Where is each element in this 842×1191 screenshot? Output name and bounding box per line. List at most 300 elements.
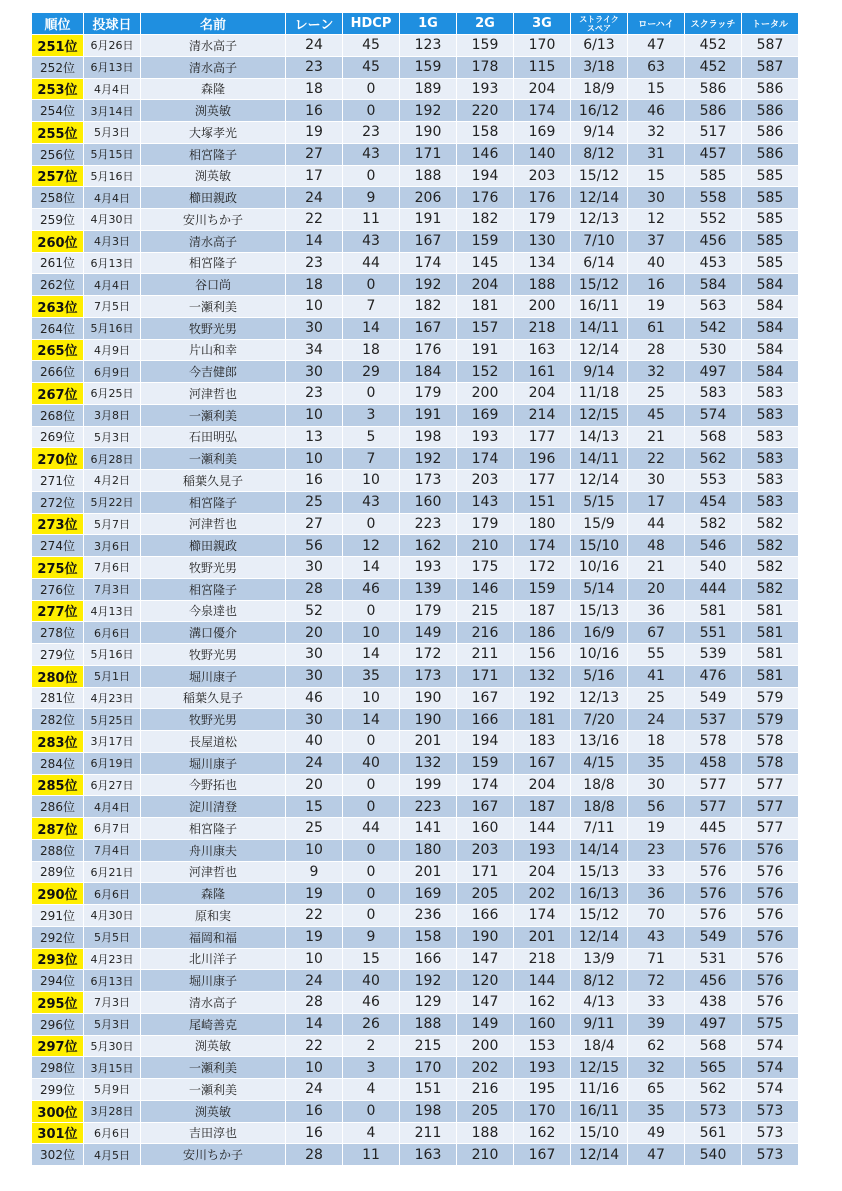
total-cell: 586 [742,79,798,101]
name-cell: 尾崎善克 [141,1014,285,1036]
game1-cell: 123 [400,35,456,57]
table-row [32,514,798,536]
lane-cell: 24 [286,35,342,57]
game1-cell: 180 [400,840,456,862]
game2-cell: 216 [457,1079,513,1101]
lowhigh-cell: 47 [628,1144,684,1166]
lane-cell: 30 [286,318,342,340]
name-cell: 石田明弘 [141,427,285,449]
rank-cell: 259位 [32,209,83,231]
lane-cell: 27 [286,514,342,536]
lowhigh-cell: 41 [628,666,684,688]
table-row [32,905,798,927]
total-cell: 586 [742,144,798,166]
name-cell: 渕英敏 [141,166,285,188]
scratch-cell: 445 [685,818,741,840]
game1-cell: 171 [400,144,456,166]
scratch-cell: 497 [685,1014,741,1036]
date-cell: 6月27日 [84,775,140,797]
table-row [32,622,798,644]
table-row [32,883,798,905]
name-cell: 安川ちか子 [141,209,285,231]
total-cell: 586 [742,122,798,144]
total-cell: 578 [742,753,798,775]
game3-cell: 192 [514,688,570,710]
game2-cell: 193 [457,79,513,101]
game1-cell: 215 [400,1036,456,1058]
name-cell: 今泉達也 [141,601,285,623]
lowhigh-cell: 55 [628,644,684,666]
lowhigh-cell: 65 [628,1079,684,1101]
lane-cell: 22 [286,905,342,927]
lane-cell: 17 [286,166,342,188]
total-cell: 584 [742,274,798,296]
game1-cell: 139 [400,579,456,601]
date-cell: 7月4日 [84,840,140,862]
name-cell: 櫛田親政 [141,187,285,209]
scratch-cell: 576 [685,905,741,927]
game2-cell: 147 [457,949,513,971]
hdcp-cell: 0 [343,383,399,405]
lane-cell: 15 [286,796,342,818]
total-cell: 584 [742,361,798,383]
hdcp-cell: 0 [343,1101,399,1123]
game3-cell: 202 [514,883,570,905]
game1-cell: 174 [400,253,456,275]
game2-cell: 220 [457,100,513,122]
rank-cell: 269位 [32,427,83,449]
table-row [32,927,798,949]
date-cell: 5月22日 [84,492,140,514]
game1-cell: 151 [400,1079,456,1101]
table-row [32,209,798,231]
lowhigh-cell: 37 [628,231,684,253]
rank-cell: 271位 [32,470,83,492]
game2-cell: 146 [457,144,513,166]
strike-spare-cell: 7/10 [571,231,627,253]
table-row [32,35,798,57]
game3-cell: 204 [514,79,570,101]
total-cell: 585 [742,231,798,253]
strike-spare-cell: 18/8 [571,796,627,818]
name-cell: 福岡和福 [141,927,285,949]
rank-cell: 287位 [32,818,83,840]
scratch-cell: 583 [685,383,741,405]
rank-cell: 254位 [32,100,83,122]
game2-cell: 216 [457,622,513,644]
total-cell: 577 [742,818,798,840]
lowhigh-cell: 20 [628,579,684,601]
name-cell: 谷口尚 [141,274,285,296]
rank-cell: 272位 [32,492,83,514]
scratch-cell: 453 [685,253,741,275]
header-lowhigh: ローハイ [628,13,684,35]
game2-cell: 159 [457,231,513,253]
name-cell: 堀川康子 [141,753,285,775]
game1-cell: 201 [400,862,456,884]
date-cell: 5月7日 [84,514,140,536]
header-game2: 2G [457,13,513,35]
game1-cell: 198 [400,427,456,449]
strike-spare-cell: 18/9 [571,79,627,101]
name-cell: 河津哲也 [141,383,285,405]
game2-cell: 193 [457,427,513,449]
name-cell: 大塚孝光 [141,122,285,144]
lane-cell: 16 [286,1101,342,1123]
name-cell: 一瀬利美 [141,448,285,470]
game3-cell: 170 [514,35,570,57]
table-row [32,1036,798,1058]
hdcp-cell: 10 [343,622,399,644]
game2-cell: 194 [457,166,513,188]
game1-cell: 170 [400,1057,456,1079]
total-cell: 576 [742,927,798,949]
total-cell: 583 [742,448,798,470]
lane-cell: 25 [286,818,342,840]
scratch-cell: 457 [685,144,741,166]
lowhigh-cell: 48 [628,535,684,557]
table-row [32,383,798,405]
lane-cell: 24 [286,970,342,992]
game1-cell: 223 [400,514,456,536]
rank-cell: 270位 [32,448,83,470]
lane-cell: 10 [286,949,342,971]
table-row [32,970,798,992]
game1-cell: 141 [400,818,456,840]
lowhigh-cell: 35 [628,753,684,775]
hdcp-cell: 14 [343,709,399,731]
game1-cell: 198 [400,1101,456,1123]
strike-spare-cell: 12/15 [571,1057,627,1079]
game2-cell: 157 [457,318,513,340]
game1-cell: 191 [400,405,456,427]
table-row [32,100,798,122]
game3-cell: 193 [514,1057,570,1079]
strike-spare-cell: 11/16 [571,1079,627,1101]
lowhigh-cell: 19 [628,818,684,840]
game3-cell: 167 [514,753,570,775]
name-cell: 北川洋子 [141,949,285,971]
game2-cell: 160 [457,818,513,840]
game3-cell: 196 [514,448,570,470]
hdcp-cell: 7 [343,448,399,470]
game3-cell: 115 [514,57,570,79]
total-cell: 573 [742,1101,798,1123]
name-cell: 相宮隆子 [141,144,285,166]
name-cell: 清水高子 [141,231,285,253]
table-row [32,79,798,101]
hdcp-cell: 0 [343,274,399,296]
date-cell: 4月9日 [84,340,140,362]
date-cell: 3月17日 [84,731,140,753]
strike-spare-cell: 15/13 [571,862,627,884]
rank-cell: 300位 [32,1101,83,1123]
rank-cell: 279位 [32,644,83,666]
game1-cell: 201 [400,731,456,753]
strike-spare-cell: 12/15 [571,405,627,427]
game2-cell: 200 [457,1036,513,1058]
hdcp-cell: 23 [343,122,399,144]
ranking-table [31,13,799,1166]
lane-cell: 14 [286,231,342,253]
game2-cell: 166 [457,709,513,731]
strike-spare-cell: 10/16 [571,644,627,666]
hdcp-cell: 9 [343,187,399,209]
game3-cell: 177 [514,470,570,492]
date-cell: 6月6日 [84,1123,140,1145]
date-cell: 3月28日 [84,1101,140,1123]
lowhigh-cell: 30 [628,775,684,797]
rank-cell: 283位 [32,731,83,753]
strike-spare-cell: 12/14 [571,927,627,949]
name-cell: 清水高子 [141,992,285,1014]
lane-cell: 40 [286,731,342,753]
rank-cell: 257位 [32,166,83,188]
hdcp-cell: 12 [343,535,399,557]
total-cell: 574 [742,1057,798,1079]
strike-spare-cell: 16/9 [571,622,627,644]
table-row [32,1057,798,1079]
rank-cell: 274位 [32,535,83,557]
date-cell: 3月6日 [84,535,140,557]
total-cell: 577 [742,796,798,818]
date-cell: 5月30日 [84,1036,140,1058]
name-cell: 渕英敏 [141,100,285,122]
lowhigh-cell: 30 [628,470,684,492]
hdcp-cell: 5 [343,427,399,449]
lane-cell: 22 [286,209,342,231]
scratch-cell: 586 [685,100,741,122]
table-row [32,340,798,362]
hdcp-cell: 45 [343,57,399,79]
lowhigh-cell: 70 [628,905,684,927]
rank-cell: 297位 [32,1036,83,1058]
strike-spare-cell: 13/9 [571,949,627,971]
date-cell: 5月5日 [84,927,140,949]
lane-cell: 16 [286,470,342,492]
date-cell: 4月4日 [84,187,140,209]
game2-cell: 178 [457,57,513,79]
game2-cell: 203 [457,840,513,862]
strike-spare-cell: 7/11 [571,818,627,840]
lane-cell: 34 [286,340,342,362]
table-row [32,296,798,318]
hdcp-cell: 9 [343,927,399,949]
lowhigh-cell: 67 [628,622,684,644]
hdcp-cell: 46 [343,992,399,1014]
date-cell: 6月21日 [84,862,140,884]
game2-cell: 159 [457,753,513,775]
game2-cell: 176 [457,187,513,209]
table-row [32,688,798,710]
table-row [32,187,798,209]
game2-cell: 210 [457,535,513,557]
game2-cell: 174 [457,775,513,797]
game3-cell: 203 [514,166,570,188]
game2-cell: 159 [457,35,513,57]
lowhigh-cell: 18 [628,731,684,753]
hdcp-cell: 0 [343,166,399,188]
game1-cell: 167 [400,231,456,253]
total-cell: 574 [742,1036,798,1058]
lowhigh-cell: 32 [628,122,684,144]
scratch-cell: 565 [685,1057,741,1079]
hdcp-cell: 3 [343,405,399,427]
table-row [32,796,798,818]
game3-cell: 176 [514,187,570,209]
table-row [32,448,798,470]
lane-cell: 30 [286,361,342,383]
table-row [32,1014,798,1036]
date-cell: 5月16日 [84,318,140,340]
strike-spare-cell: 15/12 [571,274,627,296]
scratch-cell: 577 [685,796,741,818]
date-cell: 5月16日 [84,644,140,666]
scratch-cell: 476 [685,666,741,688]
game1-cell: 192 [400,274,456,296]
name-cell: 長屋道松 [141,731,285,753]
game3-cell: 180 [514,514,570,536]
strike-spare-cell: 8/12 [571,144,627,166]
header-lane: レーン [286,13,342,35]
table-row [32,1079,798,1101]
name-cell: 牧野光男 [141,644,285,666]
rank-cell: 266位 [32,361,83,383]
game2-cell: 210 [457,1144,513,1166]
rank-cell: 280位 [32,666,83,688]
game3-cell: 167 [514,1144,570,1166]
lowhigh-cell: 46 [628,100,684,122]
game2-cell: 190 [457,927,513,949]
lowhigh-cell: 17 [628,492,684,514]
rank-cell: 298位 [32,1057,83,1079]
game3-cell: 153 [514,1036,570,1058]
scratch-cell: 531 [685,949,741,971]
rank-cell: 286位 [32,796,83,818]
rank-cell: 264位 [32,318,83,340]
date-cell: 7月3日 [84,579,140,601]
game1-cell: 182 [400,296,456,318]
date-cell: 6月13日 [84,970,140,992]
rank-cell: 293位 [32,949,83,971]
game2-cell: 191 [457,340,513,362]
scratch-cell: 537 [685,709,741,731]
rank-cell: 277位 [32,601,83,623]
name-cell: 渕英敏 [141,1101,285,1123]
game1-cell: 188 [400,166,456,188]
total-cell: 573 [742,1144,798,1166]
lowhigh-cell: 45 [628,405,684,427]
lowhigh-cell: 35 [628,1101,684,1123]
rank-cell: 261位 [32,253,83,275]
table-row [32,405,798,427]
game2-cell: 152 [457,361,513,383]
total-cell: 578 [742,731,798,753]
game1-cell: 129 [400,992,456,1014]
game1-cell: 172 [400,644,456,666]
lowhigh-cell: 61 [628,318,684,340]
total-cell: 582 [742,535,798,557]
game1-cell: 132 [400,753,456,775]
strike-spare-cell: 9/14 [571,122,627,144]
table-row [32,862,798,884]
rank-cell: 255位 [32,122,83,144]
lowhigh-cell: 16 [628,274,684,296]
rank-cell: 296位 [32,1014,83,1036]
game1-cell: 190 [400,122,456,144]
name-cell: 河津哲也 [141,514,285,536]
game2-cell: 174 [457,448,513,470]
scratch-cell: 576 [685,883,741,905]
name-cell: 今吉健郎 [141,361,285,383]
game2-cell: 166 [457,905,513,927]
name-cell: 吉田淳也 [141,1123,285,1145]
hdcp-cell: 0 [343,601,399,623]
date-cell: 4月4日 [84,796,140,818]
scratch-cell: 546 [685,535,741,557]
name-cell: 牧野光男 [141,709,285,731]
game2-cell: 182 [457,209,513,231]
total-cell: 576 [742,840,798,862]
header-name: 名前 [141,13,285,35]
table-row [32,731,798,753]
strike-spare-cell: 5/15 [571,492,627,514]
lowhigh-cell: 43 [628,927,684,949]
lowhigh-cell: 31 [628,144,684,166]
game2-cell: 146 [457,579,513,601]
lane-cell: 28 [286,579,342,601]
lowhigh-cell: 25 [628,688,684,710]
game3-cell: 188 [514,274,570,296]
lowhigh-cell: 63 [628,57,684,79]
game3-cell: 218 [514,318,570,340]
hdcp-cell: 40 [343,753,399,775]
lane-cell: 28 [286,1144,342,1166]
lowhigh-cell: 24 [628,709,684,731]
total-cell: 579 [742,709,798,731]
scratch-cell: 563 [685,296,741,318]
strike-spare-cell: 4/13 [571,992,627,1014]
table-header [32,13,798,35]
hdcp-cell: 7 [343,296,399,318]
lowhigh-cell: 33 [628,862,684,884]
table-row [32,122,798,144]
lane-cell: 52 [286,601,342,623]
date-cell: 4月3日 [84,231,140,253]
total-cell: 582 [742,579,798,601]
scratch-cell: 562 [685,448,741,470]
lane-cell: 10 [286,840,342,862]
table-row [32,470,798,492]
lowhigh-cell: 22 [628,448,684,470]
hdcp-cell: 43 [343,231,399,253]
rank-cell: 278位 [32,622,83,644]
lowhigh-cell: 62 [628,1036,684,1058]
rank-cell: 256位 [32,144,83,166]
date-cell: 6月26日 [84,35,140,57]
date-cell: 7月3日 [84,992,140,1014]
hdcp-cell: 0 [343,79,399,101]
table-row [32,753,798,775]
scratch-cell: 558 [685,187,741,209]
scratch-cell: 454 [685,492,741,514]
date-cell: 6月19日 [84,753,140,775]
game3-cell: 140 [514,144,570,166]
scratch-cell: 584 [685,274,741,296]
strike-spare-cell: 13/16 [571,731,627,753]
lowhigh-cell: 28 [628,340,684,362]
name-cell: 清水高子 [141,57,285,79]
